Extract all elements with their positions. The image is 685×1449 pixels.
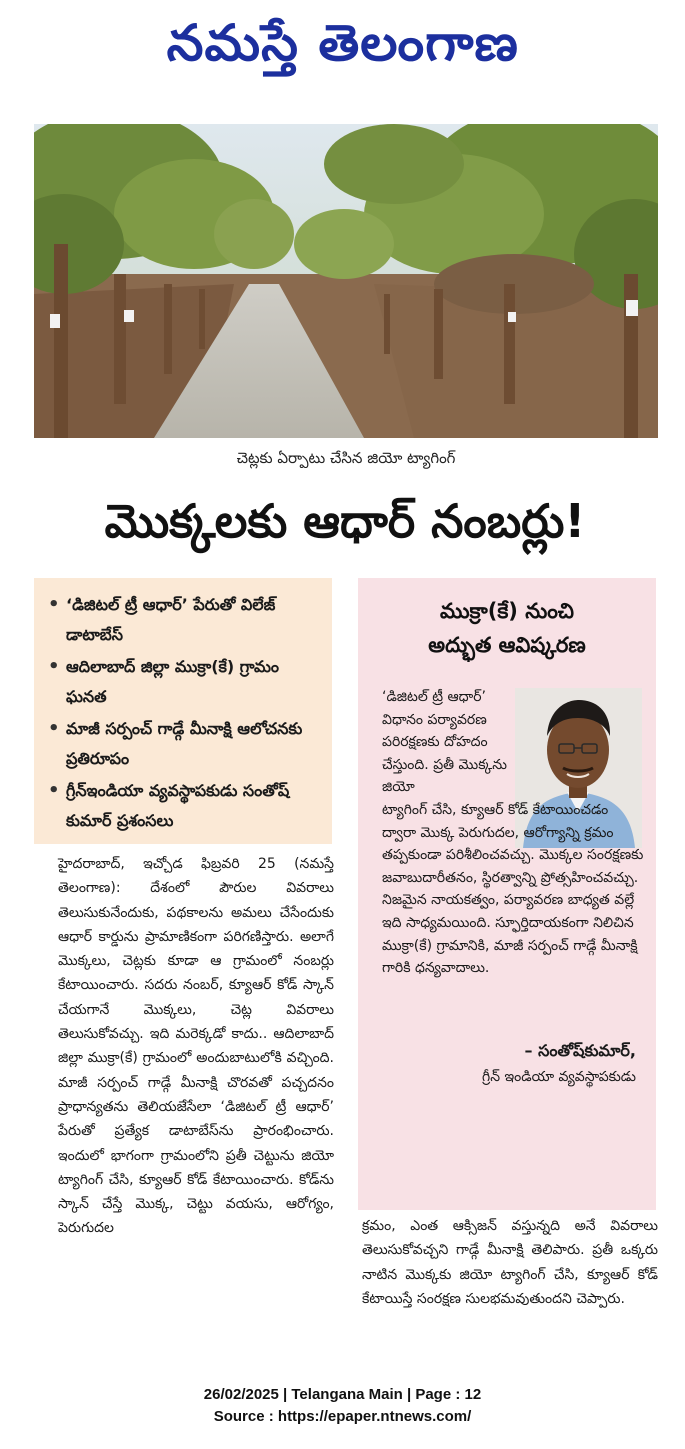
quote-sidebar bbox=[358, 578, 656, 1210]
headline: మొక్కలకు ఆధార్ నంబర్లు! bbox=[104, 494, 586, 548]
article-body-right: క్రమం, ఎంత ఆక్సిజన్ వస్తున్నది అనే వివరాలు తెలుసుకోవచ్చని గాడ్గే మీనాక్షి తెలిపారు. ప్రతీ ఒక్కరు నాటిన మొక్కకు జియో ట్యాగింగ్ చేసి, క్యూఆర్ కోడ్ కేటాయిస్తే సంరక్షణ సులభమవుతుందని చెప్పారు. bbox=[362, 1218, 658, 1307]
quote-text-narrow: ‘డిజిటల్ ట్రీ ఆధార్’ విధానం పర్యావరణ పరిరక్షణకు దోహదం చేస్తుంది. ప్రతీ మొక్కను జియో bbox=[382, 689, 507, 796]
highlight-item: • ఆదిలాబాద్ జిల్లా ముక్రా(కే) గ్రామం ఘనత bbox=[46, 652, 322, 712]
masthead bbox=[0, 8, 685, 78]
highlight-item: • మాజీ సర్పంచ్ గాడ్గే మీనాక్షి ఆలోచనకు ప్రతిరూపం bbox=[46, 714, 322, 774]
sidebar-title-line: ముక్రా(కే) నుంచి bbox=[440, 599, 574, 623]
newspaper-title: నమస్తే తెలంగాణ bbox=[166, 14, 519, 72]
highlight-item: • ‘డిజిటల్ ట్రీ ఆధార్’ పేరుతో విలేజ్ డాటాబేస్ bbox=[46, 590, 322, 650]
quote-text-wide: ట్యాగింగ్ చేసి, క్యూఆర్ కోడ్ కేటాయించడం ద్వారా మొక్క పెరుగుదల, ఆరోగ్యాన్ని క్రమం తప్పకుండా పరిశీలించవచ్చు. మొక్కల సంరక్షణకు జవాబుదారీతనం, స్థిరత్వాన్ని ప్రోత్సహించవచ్చు. నిజమైన నాయకత్వం, పర్యావరణ బాధ్యత వల్లే ఇది సాధ్యమయింది. స్ఫూర్తిదాయకంగా నిలిచిన ముక్రా(కే) గ్రామానికి, మాజీ సర్పంచ్ గాడ్గే మీనాక్షి గారికి ధన్యవాదాలు. bbox=[382, 801, 644, 977]
article-photo bbox=[34, 124, 658, 438]
signature-role: గ్రీన్ ఇండియా వ్యవస్థాపకుడు bbox=[482, 1069, 636, 1085]
article-body-left: హైదరాబాద్, ఇచ్చోడ ఫిబ్రవరి 25 (నమస్తే తెలంగాణ): దేశంలో పౌరుల వివరాలు తెలుసుకునేందుకు, పథకాలను అమలు చేసేందుకు ఆధార్ కార్డును ప్రామాణికంగా పరిగణిస్తారు. అలాగే మొక్కలు, చెట్లకు కూడా ఆ గ్రామంలో నంబర్లు కేటాయించారు. సదరు నంబర్, క్యూఆర్ కోడ్ స్కాన్ చేయగానే మొక్కలు, చెట్ల వివరాలు తెలుసుకోవచ్చు. ఇది మరెక్కడో కాదు.. ఆదిలాబాద్ జిల్లా ముక్రా(కే) గ్రామంలో అందుబాటులోకి వచ్చింది. మాజీ సర్పంచ్ గాడ్గే మీనాక్షి చొరవతో పచ్చదనం ప్రాధాన్యతను తెలియజేసేలా ‘డిజిటల్ ట్రీ ఆధార్’ పేరుతో ప్రత్యేక డాటాబేస్‌ను ప్రారంభించారు. ఇందులో భాగంగా గ్రామంలోని ప్రతీ చెట్టును జియో ట్యాగింగ్ చేసి, క్యూఆర్ కోడ్ కేటాయించారు. కోడ్‌ను స్కాన్ చేస్తే మొక్క, చెట్టు వయసు, ఆరోగ్యం, పెరుగుదల bbox=[58, 856, 334, 1237]
highlight-item: • గ్రీన్‌ఇండియా వ్యవస్థాపకుడు సంతోష్ కుమార్ ప్రశంసలు bbox=[46, 776, 322, 836]
highlights-box bbox=[34, 578, 332, 844]
photo-caption: చెట్లకు ఏర్పాటు చేసిన జియో ట్యాగింగ్ bbox=[236, 449, 456, 467]
edition-info: 26/02/2025 | Telangana Main | Page : 12 bbox=[203, 1386, 482, 1403]
sidebar-quote-text bbox=[382, 686, 644, 980]
signature-name: – సంతోష్‌కుమార్, bbox=[524, 1041, 636, 1060]
source-link[interactable]: Source : https://epaper.ntnews.com/ bbox=[213, 1408, 472, 1425]
sidebar-title-line: అద్భుత ఆవిష్కరణ bbox=[428, 633, 586, 657]
sidebar-title bbox=[358, 594, 656, 662]
tree-lined-road-photo bbox=[34, 124, 658, 438]
page-footer bbox=[0, 1384, 685, 1428]
